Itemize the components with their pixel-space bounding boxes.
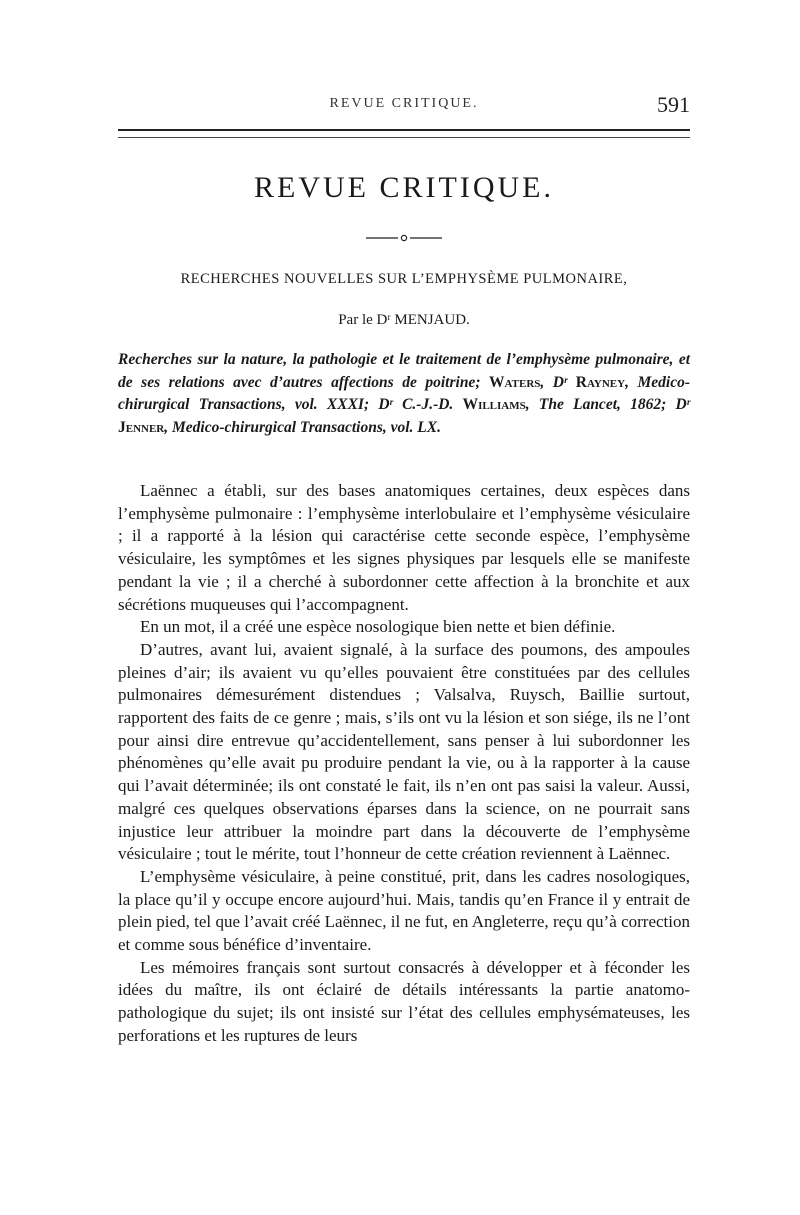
- header-rule-thin: [118, 137, 690, 138]
- references-text-4: , The Lancet, 1862; Dʳ: [525, 396, 690, 413]
- reference-name-williams: Williams: [462, 396, 526, 413]
- references-text-2: , Dʳ: [540, 373, 568, 391]
- references: [118, 349, 690, 439]
- page-title: REVUE CRITIQUE.: [254, 171, 554, 204]
- page-number: 591: [657, 92, 690, 117]
- references-text-1: Recherches sur la nature, la pathologie et le traitement de l’emphysème pulmonaire, et de ses relations avec d’autres affections de poitrine;: [118, 351, 690, 391]
- reference-name-rayney: Rayney: [575, 373, 626, 391]
- paragraph: D’autres, avant lui, avaient signalé, à la surface des poumons, des ampoules pleines d’air; ils avaient vu qu’elles pouvaient être constituées par des cellules pulmonaires démesurément distendues ; Valsalva, Ruysch, Baillie surtout, rapportent des faits de ce genre ; mais, s’ils ont vu la lésion et son siége, ils ne l’ont pour ainsi dire entrevue qu’accidentellement, sans penser à lui subordonner les phénomènes qu’elle avait pu produire pendant la vie, ou à la rapporter à la cause qui l’avait déterminée; ils ont constaté le fait, ils n’en ont pas saisi la valeur. Aussi, malgré ces quelques observations éparses dans la science, on ne pourrait sans injustice leur attribuer la moindre part dans la découverte de l’emphysème vésiculaire ; tout le mérite, tout l’honneur de cette création reviennent à Laënnec.: [118, 639, 690, 864]
- paragraph: L’emphysème vésiculaire, à peine constitué, prit, dans les cadres nosologiques, la place qu’il y occupe encore aujourd’hui. Mais, tandis qu’en France il y entrait de plein pied, tel que l’avait créé Laënnec, il ne fut, en Angleterre, reçu qu’à correction et comme sous bénéfice d’inventaire.: [118, 866, 690, 955]
- ornament-divider: [364, 233, 444, 243]
- paragraph: En un mot, il a créé une espèce nosologique bien nette et bien définie.: [140, 617, 616, 637]
- running-title: REVUE CRITIQUE.: [329, 96, 479, 111]
- reference-name-waters: Waters: [489, 373, 541, 391]
- article-heading: RECHERCHES NOUVELLES SUR L’EMPHYSÈME PULMONAIRE,: [180, 271, 628, 287]
- references-text-3: , Medico-chirurgical Transactions, vol. XXXI; Dʳ C.-J.-D.: [118, 373, 690, 413]
- body-text: [118, 480, 690, 1048]
- header-rule: [118, 129, 690, 131]
- running-head: [118, 92, 690, 120]
- references-text-5: , Medico-chirurgical Transactions, vol. LX.: [164, 418, 441, 436]
- paragraph: Les mémoires français sont surtout consacrés à développer et à féconder les idées du maître, ils ont éclairé de détails intéressants la partie anatomo-pathologique du sujet; ils ont insisté sur l’état des cellules emphysémateuses, les perforations et les ruptures de leurs: [118, 957, 690, 1045]
- article-author: Par le Dʳ MENJAUD.: [338, 312, 470, 328]
- reference-name-jenner: Jenner: [118, 418, 165, 436]
- paragraph: Laënnec a établi, sur des bases anatomiques certaines, deux espèces dans l’emphysème pulmonaire : l’emphysème interlobulaire et l’emphysème vésiculaire ; il a rapporté à la lésion qui caractérise cette seconde espèce, l’emphysème vésiculaire, les symptômes et les signes physiques par lesquels elle se manifeste pendant la vie ; il a cherché à subordonner cette affection à la bronchite et aux sécrétions muqueuses qui l’accompagnent.: [118, 481, 690, 614]
